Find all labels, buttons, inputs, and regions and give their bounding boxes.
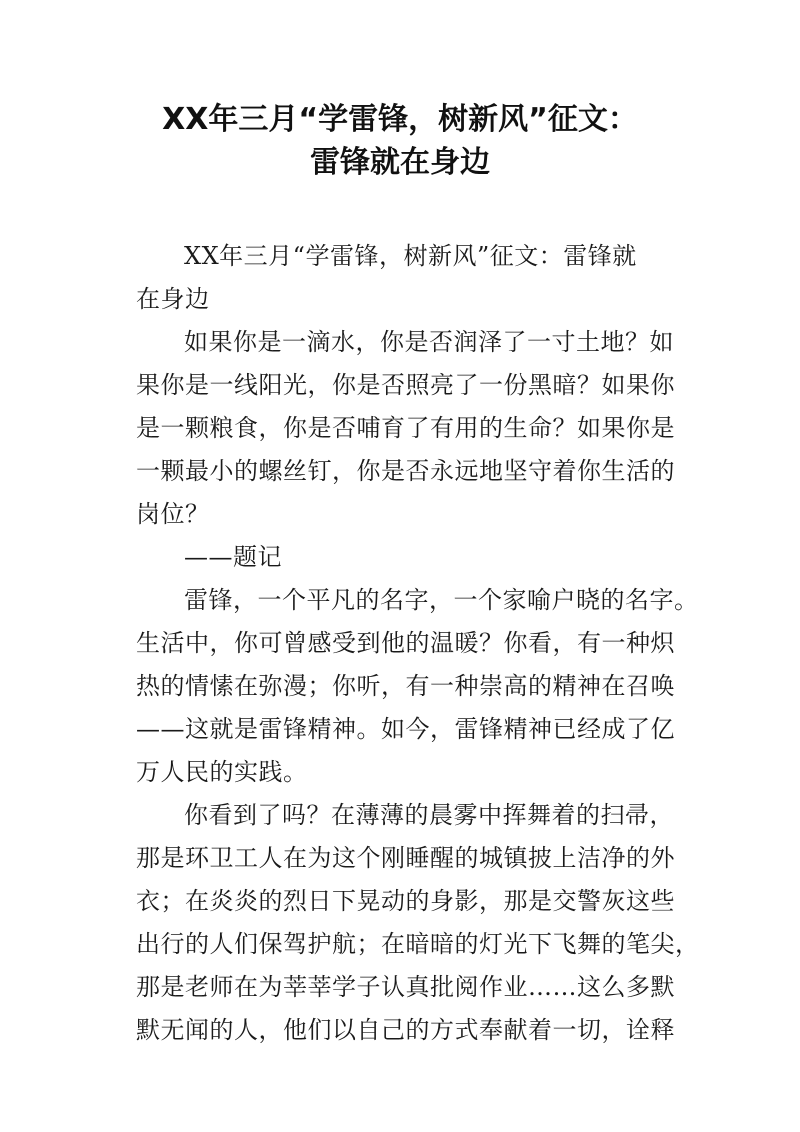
- text-line: XX年三月“学雷锋，树新风”征文：雷锋就: [184, 242, 637, 270]
- text-line: 雷锋，一个平凡的名字，一个家喻户晓的名字。: [184, 586, 699, 614]
- text-line: 你看到了吗？在薄薄的晨雾中挥舞着的扫帚，: [184, 801, 674, 829]
- document-title-line-1: XX年三月“学雷锋，树新风”征文：: [162, 102, 638, 137]
- text-line: 是一颗粮食，你是否哺育了有用的生命？如果你是: [136, 414, 675, 442]
- text-line: 生活中，你可曾感受到他的温暖？你看，有一种炽: [136, 629, 675, 657]
- text-line: 岗位？: [136, 500, 210, 528]
- text-line: 默无闻的人，他们以自己的方式奉献着一切，诠释: [136, 1016, 675, 1044]
- text-line: 如果你是一滴水，你是否润泽了一寸土地？如: [184, 328, 674, 356]
- text-line: ——这就是雷锋精神。如今，雷锋精神已经成了亿: [136, 715, 675, 743]
- text-line: ——题记: [184, 543, 282, 571]
- document-title-line-2: 雷锋就在身边: [310, 145, 490, 180]
- text-line: 那是环卫工人在为这个刚睡醒的城镇披上洁净的外: [136, 844, 675, 872]
- text-line: 一颗最小的螺丝钉，你是否永远地坚守着你生活的: [136, 457, 675, 485]
- text-line: 热的情愫在弥漫；你听，有一种崇高的精神在召唤: [136, 672, 675, 700]
- document-body: [136, 235, 700, 1052]
- text-line: 那是老师在为莘莘学子认真批阅作业……这么多默: [136, 973, 675, 1001]
- text-line: 果你是一线阳光，你是否照亮了一份黑暗？如果你: [136, 371, 675, 399]
- text-line: 衣；在炎炎的烈日下晃动的身影，那是交警灰这些: [136, 887, 675, 915]
- text-line: 在身边: [136, 285, 210, 313]
- text-line: 出行的人们保驾护航；在暗暗的灯光下飞舞的笔尖，: [136, 930, 700, 958]
- text-line: 万人民的实践。: [136, 758, 308, 786]
